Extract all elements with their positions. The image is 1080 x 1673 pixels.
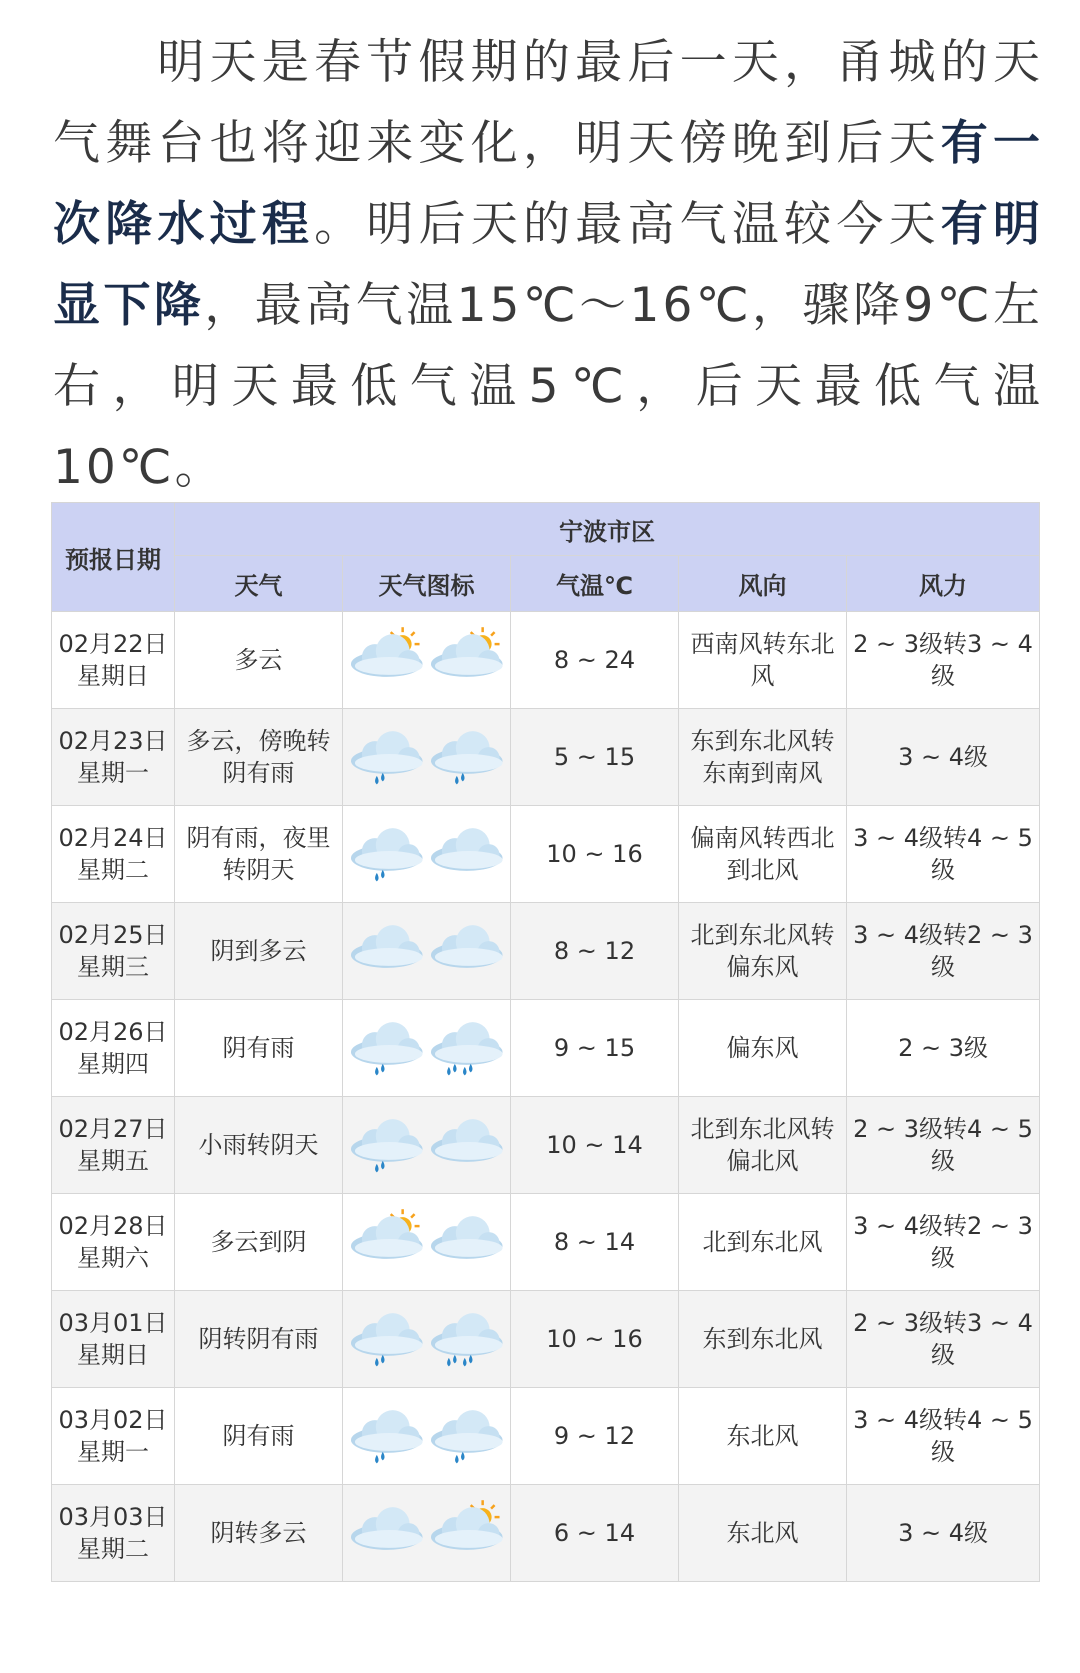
date: 02月28日 xyxy=(58,1212,168,1240)
date-cell xyxy=(52,1000,175,1097)
icon-cell xyxy=(343,612,511,709)
header-region: 宁波市区 xyxy=(175,503,1040,556)
rain-drops xyxy=(375,1355,384,1366)
rain-drops xyxy=(375,1161,384,1172)
temp-cell: 10 ~ 16 xyxy=(511,1291,679,1388)
date-cell xyxy=(52,1097,175,1194)
rain-drops xyxy=(447,1064,472,1075)
date-cell xyxy=(52,806,175,903)
weather-cell: 小雨转阴天 xyxy=(175,1097,343,1194)
light-rain-icon xyxy=(427,1399,507,1473)
wind-force-cell: 2 ~ 3级转3 ~ 4级 xyxy=(847,1291,1040,1388)
wind-direction-cell: 东北风 xyxy=(679,1485,847,1582)
table-row xyxy=(52,903,1040,1000)
table-row xyxy=(52,1000,1040,1097)
forecast-table xyxy=(51,502,1039,1582)
partly-cloudy-icon xyxy=(347,623,427,697)
wind-force-cell: 2 ~ 3级转4 ~ 5级 xyxy=(847,1097,1040,1194)
light-rain-icon xyxy=(347,720,427,794)
light-rain-icon xyxy=(347,1108,427,1182)
temp-cell: 10 ~ 16 xyxy=(511,806,679,903)
date-cell xyxy=(52,709,175,806)
header-weather: 天气 xyxy=(175,556,343,612)
light-rain-icon xyxy=(347,817,427,891)
overcast-icon xyxy=(427,1205,507,1279)
date: 02月24日 xyxy=(58,824,168,852)
wind-direction-cell: 东到东北风 xyxy=(679,1291,847,1388)
date-cell xyxy=(52,1291,175,1388)
wind-force-cell: 3 ~ 4级转2 ~ 3级 xyxy=(847,903,1040,1000)
light-rain-icon xyxy=(427,720,507,794)
weekday: 星期一 xyxy=(77,1438,149,1466)
weekday: 星期六 xyxy=(77,1244,149,1272)
wind-force-cell: 3 ~ 4级转4 ~ 5级 xyxy=(847,1388,1040,1485)
wind-force-cell: 3 ~ 4级转4 ~ 5级 xyxy=(847,806,1040,903)
overcast-icon xyxy=(427,1108,507,1182)
temp-cell: 8 ~ 14 xyxy=(511,1194,679,1291)
overcast-icon xyxy=(347,914,427,988)
weather-cell: 多云 xyxy=(175,612,343,709)
weather-cell: 多云，傍晚转阴有雨 xyxy=(175,709,343,806)
wind-direction-cell: 东到东北风转东南到南风 xyxy=(679,709,847,806)
cloud-shape xyxy=(351,1507,423,1550)
article-bold-2: 有明显下降 xyxy=(53,197,1044,333)
table-row xyxy=(52,1097,1040,1194)
partly-cloudy-icon xyxy=(347,1205,427,1279)
temp-cell: 9 ~ 12 xyxy=(511,1388,679,1485)
table-row xyxy=(52,806,1040,903)
table-row xyxy=(52,1485,1040,1582)
cloud-shape xyxy=(351,1119,423,1162)
icon-cell xyxy=(343,1000,511,1097)
temp-cell: 6 ~ 14 xyxy=(511,1485,679,1582)
moderate-rain-icon xyxy=(427,1302,507,1376)
article-text-2: 。明后天的最高气温较今天 xyxy=(314,197,941,252)
temp-cell: 9 ~ 15 xyxy=(511,1000,679,1097)
header-wind-direction: 风向 xyxy=(679,556,847,612)
weather-cell: 阴有雨 xyxy=(175,1000,343,1097)
wind-force-cell: 3 ~ 4级 xyxy=(847,709,1040,806)
cloud-shape xyxy=(430,1119,502,1162)
overcast-icon xyxy=(427,914,507,988)
cloud-shape xyxy=(430,634,502,677)
rain-drops xyxy=(375,1452,384,1463)
date: 03月01日 xyxy=(58,1309,168,1337)
table-row xyxy=(52,1388,1040,1485)
rain-drops xyxy=(455,1452,464,1463)
rain-drops xyxy=(375,870,384,881)
weekday: 星期二 xyxy=(77,856,149,884)
cloud-shape xyxy=(430,1507,502,1550)
wind-direction-cell: 偏南风转西北到北风 xyxy=(679,806,847,903)
date-cell xyxy=(52,612,175,709)
table-row xyxy=(52,1291,1040,1388)
rain-drops xyxy=(375,1064,384,1075)
weekday: 星期日 xyxy=(77,662,149,690)
wind-force-cell: 3 ~ 4级转2 ~ 3级 xyxy=(847,1194,1040,1291)
date-cell xyxy=(52,1194,175,1291)
cloud-shape xyxy=(430,1410,502,1453)
weather-cell: 阴有雨 xyxy=(175,1388,343,1485)
light-rain-icon xyxy=(347,1011,427,1085)
date-cell xyxy=(52,1485,175,1582)
weather-cell: 阴转多云 xyxy=(175,1485,343,1582)
icon-cell xyxy=(343,1097,511,1194)
weather-cell: 阴转阴有雨 xyxy=(175,1291,343,1388)
partly-cloudy-icon xyxy=(427,623,507,697)
wind-direction-cell: 偏东风 xyxy=(679,1000,847,1097)
wind-direction-cell: 北到东北风转偏北风 xyxy=(679,1097,847,1194)
wind-force-cell: 2 ~ 3级转3 ~ 4级 xyxy=(847,612,1040,709)
weather-cell: 多云到阴 xyxy=(175,1194,343,1291)
cloud-shape xyxy=(430,925,502,968)
icon-cell xyxy=(343,1388,511,1485)
weekday: 星期日 xyxy=(77,1341,149,1369)
header-icon: 天气图标 xyxy=(343,556,511,612)
cloud-shape xyxy=(430,731,502,774)
cloud-shape xyxy=(351,1313,423,1356)
icon-cell xyxy=(343,1194,511,1291)
weather-cell: 阴有雨，夜里转阴天 xyxy=(175,806,343,903)
rain-drops xyxy=(455,773,464,784)
temp-cell: 10 ~ 14 xyxy=(511,1097,679,1194)
wind-direction-cell: 东北风 xyxy=(679,1388,847,1485)
overcast-icon xyxy=(347,1496,427,1570)
wind-direction-cell: 北到东北风 xyxy=(679,1194,847,1291)
header-wind-force: 风力 xyxy=(847,556,1040,612)
table-row xyxy=(52,612,1040,709)
date: 02月23日 xyxy=(58,727,168,755)
icon-cell xyxy=(343,709,511,806)
cloud-shape xyxy=(430,828,502,871)
cloud-shape xyxy=(430,1022,502,1065)
date: 03月03日 xyxy=(58,1503,168,1531)
wind-force-cell: 3 ~ 4级 xyxy=(847,1485,1040,1582)
article-text-3: ，最高气温15℃～16℃，骤降9℃左右，明天最低气温5℃，后天最低气温10℃。 xyxy=(53,278,1043,495)
table-row xyxy=(52,1194,1040,1291)
date: 02月26日 xyxy=(58,1018,168,1046)
wind-force-cell: 2 ~ 3级 xyxy=(847,1000,1040,1097)
cloud-shape xyxy=(430,1216,502,1259)
wind-direction-cell: 北到东北风转偏东风 xyxy=(679,903,847,1000)
light-rain-icon xyxy=(347,1302,427,1376)
cloud-shape xyxy=(351,634,423,677)
date: 02月22日 xyxy=(58,630,168,658)
article-bold-1: 有一次降水过程 xyxy=(53,116,1044,252)
light-rain-icon xyxy=(347,1399,427,1473)
weekday: 星期五 xyxy=(77,1147,149,1175)
article-text-1: 明天是春节假期的最后一天，甬城的天气舞台也将迎来变化，明天傍晚到后天 xyxy=(53,35,1043,171)
cloud-shape xyxy=(351,1022,423,1065)
overcast-icon xyxy=(427,817,507,891)
weekday: 星期一 xyxy=(77,759,149,787)
cloud-shape xyxy=(351,1410,423,1453)
temp-cell: 5 ~ 15 xyxy=(511,709,679,806)
partly-cloudy-icon xyxy=(427,1496,507,1570)
weekday: 星期四 xyxy=(77,1050,149,1078)
date-cell xyxy=(52,1388,175,1485)
cloud-shape xyxy=(351,828,423,871)
rain-drops xyxy=(447,1355,472,1366)
cloud-shape xyxy=(351,1216,423,1259)
wind-direction-cell: 西南风转东北风 xyxy=(679,612,847,709)
icon-cell xyxy=(343,1291,511,1388)
weekday: 星期二 xyxy=(77,1535,149,1563)
header-temp: 气温℃ xyxy=(511,556,679,612)
date: 02月27日 xyxy=(58,1115,168,1143)
temp-cell: 8 ~ 12 xyxy=(511,903,679,1000)
weather-cell: 阴到多云 xyxy=(175,903,343,1000)
moderate-rain-icon xyxy=(427,1011,507,1085)
rain-drops xyxy=(375,773,384,784)
header-date: 预报日期 xyxy=(52,503,175,612)
weekday: 星期三 xyxy=(77,953,149,981)
date: 02月25日 xyxy=(58,921,168,949)
table-row xyxy=(52,709,1040,806)
cloud-shape xyxy=(351,925,423,968)
cloud-shape xyxy=(430,1313,502,1356)
cloud-shape xyxy=(351,731,423,774)
temp-cell: 8 ~ 24 xyxy=(511,612,679,709)
date-cell xyxy=(52,903,175,1000)
icon-cell xyxy=(343,903,511,1000)
article-paragraph xyxy=(53,22,1043,508)
date: 03月02日 xyxy=(58,1406,168,1434)
icon-cell xyxy=(343,1485,511,1582)
icon-cell xyxy=(343,806,511,903)
